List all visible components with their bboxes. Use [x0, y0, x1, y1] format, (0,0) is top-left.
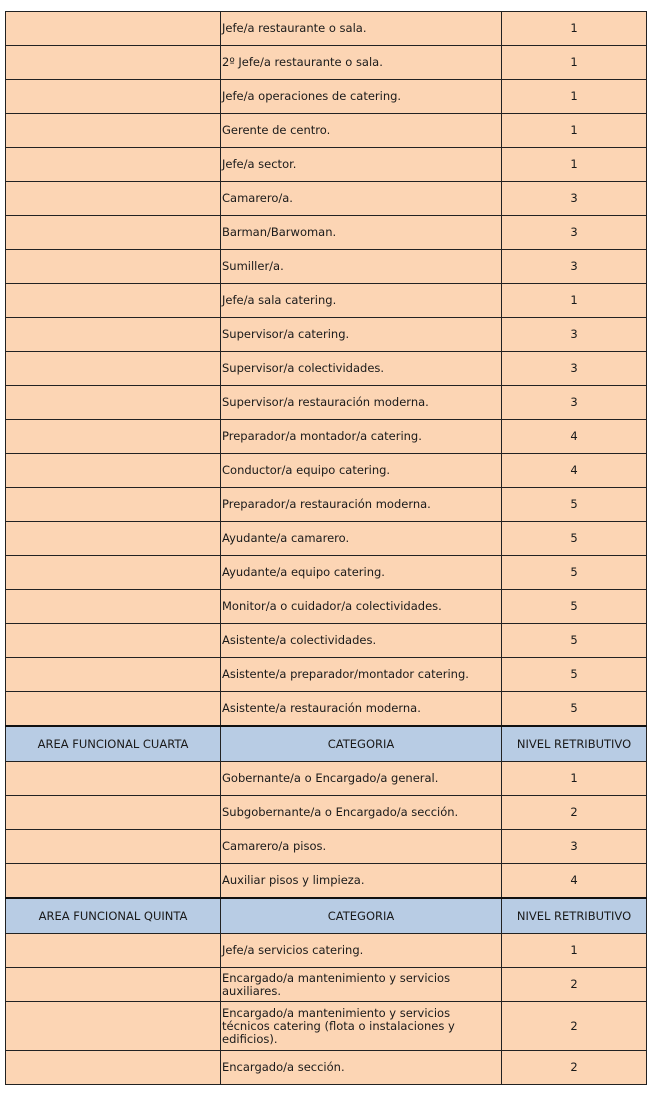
- category-cell: Asistente/a colectividades.: [221, 624, 502, 658]
- level-cell: 5: [502, 556, 647, 590]
- category-cell: Jefe/a sala catering.: [221, 284, 502, 318]
- area-cell: [6, 830, 221, 864]
- category-cell: Jefe/a operaciones de catering.: [221, 80, 502, 114]
- table-row: [6, 216, 647, 250]
- table-row: [6, 1002, 647, 1051]
- level-cell: 5: [502, 590, 647, 624]
- table-row: [6, 12, 647, 46]
- table-row: [6, 454, 647, 488]
- level-cell: 3: [502, 216, 647, 250]
- area-cell: [6, 12, 221, 46]
- area-cell: [6, 522, 221, 556]
- area-cell: [6, 114, 221, 148]
- area-header: AREA FUNCIONAL CUARTA: [6, 726, 221, 762]
- table-row: [6, 556, 647, 590]
- table-row: [6, 148, 647, 182]
- area-cell: [6, 1051, 221, 1085]
- level-cell: 1: [502, 12, 647, 46]
- category-cell: Asistente/a restauración moderna.: [221, 692, 502, 727]
- table-row: [6, 250, 647, 284]
- table-row: [6, 182, 647, 216]
- category-cell: Jefe/a restaurante o sala.: [221, 12, 502, 46]
- area-cell: [6, 148, 221, 182]
- level-cell: 1: [502, 46, 647, 80]
- table-row: [6, 80, 647, 114]
- level-cell: 3: [502, 250, 647, 284]
- category-cell: Supervisor/a colectividades.: [221, 352, 502, 386]
- table-row: [6, 1051, 647, 1085]
- table-row: [6, 318, 647, 352]
- level-cell: 1: [502, 762, 647, 796]
- categories-table: [5, 11, 647, 1085]
- level-cell: 1: [502, 284, 647, 318]
- area-cell: [6, 318, 221, 352]
- area-cell: [6, 352, 221, 386]
- category-cell: Encargado/a mantenimiento y servicios técnicos catering (flota o instalaciones y edificios).: [221, 1002, 502, 1051]
- level-cell: 5: [502, 692, 647, 727]
- category-cell: Ayudante/a equipo catering.: [221, 556, 502, 590]
- category-header: CATEGORIA: [221, 726, 502, 762]
- table-row: [6, 934, 647, 968]
- area-cell: [6, 80, 221, 114]
- area-cell: [6, 934, 221, 968]
- level-cell: 1: [502, 80, 647, 114]
- table-row: [6, 488, 647, 522]
- level-cell: 1: [502, 114, 647, 148]
- category-cell: Encargado/a mantenimiento y servicios auxiliares.: [221, 968, 502, 1002]
- level-cell: 2: [502, 1051, 647, 1085]
- area-cell: [6, 1002, 221, 1051]
- table-row: [6, 968, 647, 1002]
- category-cell: Preparador/a restauración moderna.: [221, 488, 502, 522]
- level-cell: 5: [502, 488, 647, 522]
- area-header: AREA FUNCIONAL QUINTA: [6, 898, 221, 934]
- category-cell: Monitor/a o cuidador/a colectividades.: [221, 590, 502, 624]
- level-cell: 5: [502, 624, 647, 658]
- area-cell: [6, 762, 221, 796]
- table-row: [6, 420, 647, 454]
- category-cell: Subgobernante/a o Encargado/a sección.: [221, 796, 502, 830]
- level-cell: 5: [502, 522, 647, 556]
- area-cell: [6, 420, 221, 454]
- level-cell: 3: [502, 318, 647, 352]
- section-header-row: [6, 898, 647, 934]
- level-cell: 4: [502, 454, 647, 488]
- category-cell: Gerente de centro.: [221, 114, 502, 148]
- category-cell: Sumiller/a.: [221, 250, 502, 284]
- category-cell: Barman/Barwoman.: [221, 216, 502, 250]
- level-cell: 3: [502, 182, 647, 216]
- level-cell: 4: [502, 864, 647, 899]
- area-cell: [6, 968, 221, 1002]
- level-cell: 3: [502, 352, 647, 386]
- area-cell: [6, 590, 221, 624]
- area-cell: [6, 864, 221, 899]
- category-cell: 2º Jefe/a restaurante o sala.: [221, 46, 502, 80]
- area-cell: [6, 386, 221, 420]
- table-row: [6, 522, 647, 556]
- category-cell: Gobernante/a o Encargado/a general.: [221, 762, 502, 796]
- area-cell: [6, 46, 221, 80]
- category-cell: Jefe/a sector.: [221, 148, 502, 182]
- category-cell: Auxiliar pisos y limpieza.: [221, 864, 502, 899]
- area-cell: [6, 284, 221, 318]
- level-cell: 3: [502, 830, 647, 864]
- category-cell: Camarero/a.: [221, 182, 502, 216]
- area-cell: [6, 556, 221, 590]
- level-header: NIVEL RETRIBUTIVO: [502, 898, 647, 934]
- category-cell: Supervisor/a catering.: [221, 318, 502, 352]
- area-cell: [6, 454, 221, 488]
- table-row: [6, 46, 647, 80]
- table-row: [6, 624, 647, 658]
- category-cell: Supervisor/a restauración moderna.: [221, 386, 502, 420]
- level-header: NIVEL RETRIBUTIVO: [502, 726, 647, 762]
- level-cell: 4: [502, 420, 647, 454]
- area-cell: [6, 250, 221, 284]
- category-cell: Camarero/a pisos.: [221, 830, 502, 864]
- table-row: [6, 386, 647, 420]
- table-row: [6, 762, 647, 796]
- area-cell: [6, 692, 221, 727]
- level-cell: 2: [502, 796, 647, 830]
- table-row: [6, 114, 647, 148]
- area-cell: [6, 624, 221, 658]
- category-cell: Ayudante/a camarero.: [221, 522, 502, 556]
- category-cell: Preparador/a montador/a catering.: [221, 420, 502, 454]
- level-cell: 3: [502, 386, 647, 420]
- category-cell: Asistente/a preparador/montador catering.: [221, 658, 502, 692]
- table-row: [6, 284, 647, 318]
- area-cell: [6, 216, 221, 250]
- table-row: [6, 692, 647, 727]
- level-cell: 1: [502, 934, 647, 968]
- area-cell: [6, 488, 221, 522]
- table-row: [6, 796, 647, 830]
- table-row: [6, 658, 647, 692]
- section-header-row: [6, 726, 647, 762]
- area-cell: [6, 796, 221, 830]
- category-cell: Jefe/a servicios catering.: [221, 934, 502, 968]
- category-header: CATEGORIA: [221, 898, 502, 934]
- table-row: [6, 864, 647, 899]
- area-cell: [6, 182, 221, 216]
- level-cell: 2: [502, 1002, 647, 1051]
- category-cell: Conductor/a equipo catering.: [221, 454, 502, 488]
- level-cell: 5: [502, 658, 647, 692]
- table-row: [6, 352, 647, 386]
- area-cell: [6, 658, 221, 692]
- category-cell: Encargado/a sección.: [221, 1051, 502, 1085]
- table-row: [6, 590, 647, 624]
- level-cell: 1: [502, 148, 647, 182]
- table-row: [6, 830, 647, 864]
- level-cell: 2: [502, 968, 647, 1002]
